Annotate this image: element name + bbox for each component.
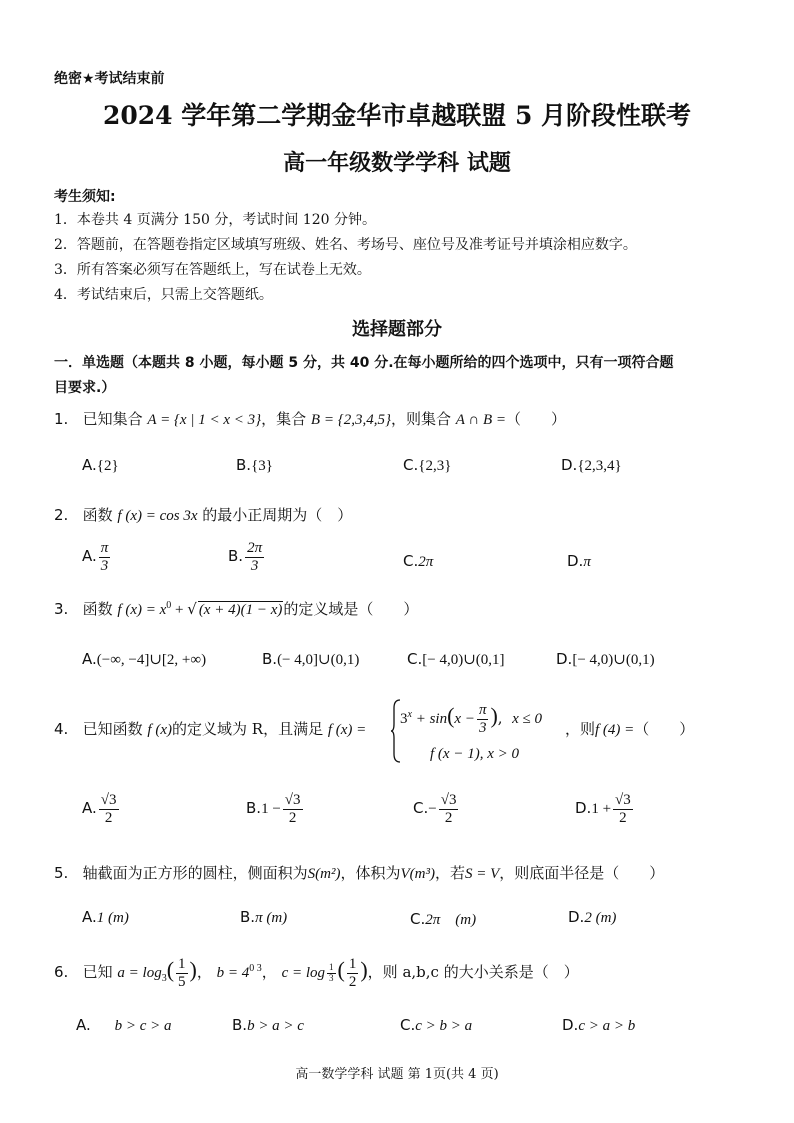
notice-item: 4．考试结束后，只需上交答题纸。 (54, 287, 273, 303)
question-3: 3. 函数 f $(x) = x^0$ + √ (x + 4)(1 − x)的定义域是（ ） (54, 600, 419, 618)
q3-option-b: B.(− 4,0]∪(0,1) (262, 650, 360, 668)
page-footer: 高一数学学科 试题 第 1页(共 4 页) (295, 1067, 499, 1082)
question-2: 2. 函数 f (x) = cos 3x 的最小正周期为（ ） (54, 506, 353, 524)
q2-option-a: A. $\frac{\pi}{3}$ (82, 540, 109, 574)
question-4: 4. 已知函数 f (x)的定义域为 R，且满足 f (x) = (54, 720, 367, 738)
q3-option-c: C.[− 4,0)∪(0,1] (407, 650, 505, 668)
q3-option-a: A.(−∞, −4]∪[2, +∞) (82, 650, 207, 668)
notice-item: 3．所有答案必须写在答题纸上，写在试卷上无效。 (54, 262, 371, 278)
q4-option-c: C.− $\frac{√3}{2}$ (413, 792, 457, 826)
q2-option-d: D.π (567, 552, 591, 570)
q5-option-a: A.1 (m) (82, 908, 129, 926)
q4-option-a: A. $\frac{√3}{2}$ (82, 792, 117, 826)
exam-subtitle: 高一年级数学学科 试题 (283, 150, 511, 176)
q1-option-a: A.{2} (82, 456, 119, 474)
q5-option-d: D.2 (m) (568, 908, 617, 926)
piecewise-case-2: f (x − 1), x > 0 (430, 746, 519, 762)
q6-option-d: D.c > a > b (562, 1016, 636, 1034)
question-6: 6. 已知 $a = \log_3$( $\frac{1}{5}$ )， $b = 4^{0 3}$， c = log $\frac{1}{3}$ ( $\frac{1}{2}$ )，则 a,b,c 的大小关系是（ ） (54, 956, 579, 990)
section-title: 选择题部分 (352, 319, 442, 340)
q6-option-a: A. b > c > a (76, 1016, 172, 1034)
question-5: 5. 轴截面为正方形的圆柱，侧面积为S(m²)，体积为V(m³)，若S = V，则底面半径是（ ） (54, 864, 665, 882)
q5-option-c: C.2π (m) (410, 910, 477, 928)
q1-option-b: B.{3} (236, 456, 273, 474)
q3-option-d: D.[− 4,0)∪(0,1) (556, 650, 655, 668)
notice-heading: 考生须知: (54, 189, 116, 205)
q4-option-d: D.1 + $\frac{√3}{2}$ (575, 792, 631, 826)
q1-option-d: D.{2,3,4} (561, 456, 622, 474)
q2-option-b: B. $\frac{2\pi}{3}$ (228, 540, 263, 574)
q1-option-c: C.{2,3} (403, 456, 452, 474)
q5-option-b: B.π (m) (240, 908, 288, 926)
question-1: 1. 已知集合 A = {x | 1 < x < 3}，集合 B = {2,3,4,5}，则集合 A ∩ B =（ ） (54, 410, 567, 428)
q6-option-b: B.b > a > c (232, 1016, 304, 1034)
piecewise-case-1: $3^x + \sin(x$ − $\frac{\pi}{3}$ ), x ≤ 0 (400, 702, 542, 736)
q6-option-c: C.c > b > a (400, 1016, 473, 1034)
question-number: 1. (54, 410, 69, 428)
exam-title: 2024 学年第二学期金华市卓越联盟 5 月阶段性联考 (102, 101, 692, 130)
section-instructions-cont: 目要求.） (54, 380, 116, 396)
section-instructions: 一．单选题（本题共 8 小题，每小题 5 分，共 40 分.在每小题所给的四个选项中，只有一项符合题 (54, 355, 674, 371)
q2-option-c: C.2π (403, 552, 434, 570)
notice-item: 2．答题前，在答题卷指定区域填写班级、姓名、考场号、座位号及准考证号并填涂相应数字。 (54, 237, 637, 253)
notice-item: 1．本卷共 4 页满分 150 分，考试时间 120 分钟。 (54, 212, 376, 228)
q4-ask: ，则f (4) =（ ） (565, 720, 695, 738)
secret-label: 绝密★考试结束前 (54, 71, 165, 87)
q4-option-b: B.1 − $\frac{√3}{2}$ (246, 792, 301, 826)
